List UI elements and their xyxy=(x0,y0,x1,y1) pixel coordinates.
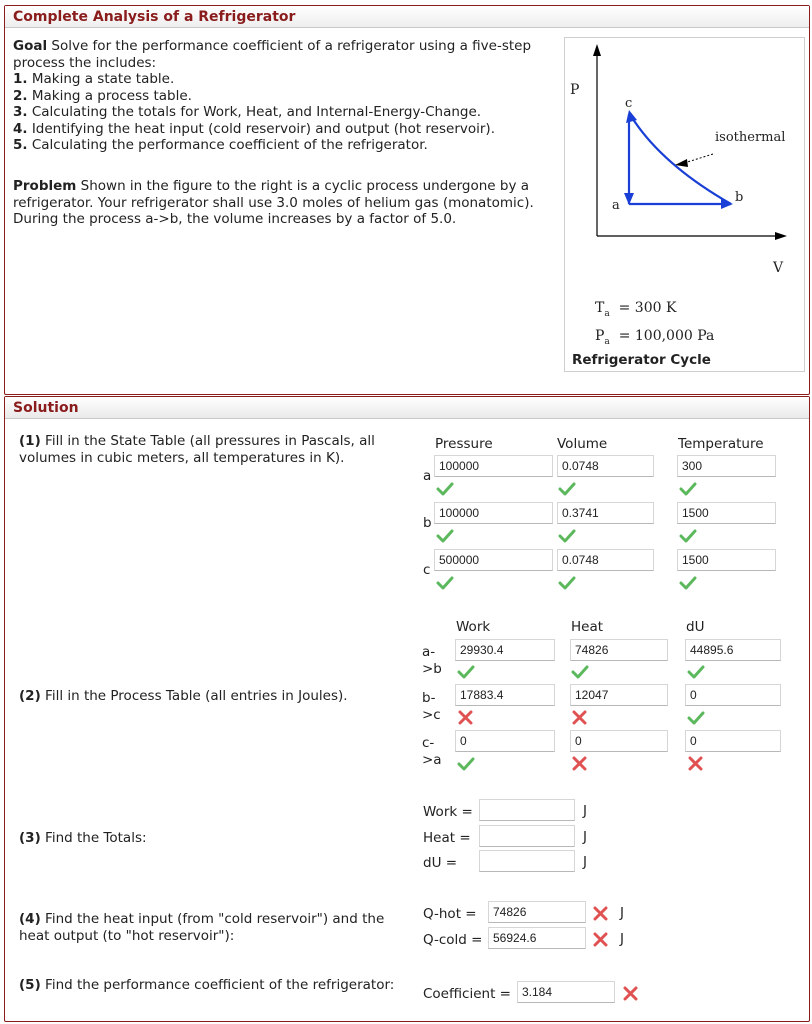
process-ab-work-input[interactable]: 29930.4 xyxy=(455,639,555,661)
process-ca-label-2: >a xyxy=(422,752,442,768)
qcold-unit: J xyxy=(620,931,624,947)
moles-value: 3.0 xyxy=(276,194,298,211)
state-c-temperature-check-icon xyxy=(679,575,697,591)
step-3-num: 3. xyxy=(13,104,28,120)
ta-label xyxy=(595,300,676,319)
isothermal-label: isothermal xyxy=(715,130,786,145)
state-c-pressure-input[interactable]: 500000 xyxy=(434,549,553,571)
v-axis-label: V xyxy=(773,260,784,276)
step5-text: Find the performance coefficient of the refrigerator: xyxy=(45,977,395,993)
qhot-input[interactable]: 74826 xyxy=(488,901,586,923)
total-work-label: Work = xyxy=(423,804,473,820)
temperature-header: Temperature xyxy=(678,436,764,452)
heat-header: Heat xyxy=(571,619,604,635)
goal-label: Goal xyxy=(13,38,48,54)
qhot-cross-icon xyxy=(592,906,610,922)
coefficient-input[interactable]: 3.184 xyxy=(517,981,615,1003)
state-b-label: b xyxy=(423,515,432,531)
problem-section xyxy=(13,178,547,228)
process-ca-du-input[interactable]: 0 xyxy=(685,730,781,752)
total-du-unit: J xyxy=(583,854,587,870)
process-ab-heat-input[interactable]: 74826 xyxy=(570,639,668,661)
step5-num: (5) xyxy=(19,977,41,993)
state-b-volume-input[interactable]: 0.3741 xyxy=(557,502,654,524)
step2-num: (2) xyxy=(19,688,41,704)
step1-num: (1) xyxy=(19,433,41,449)
solution-panel-title: Solution xyxy=(5,397,809,419)
state-b-pressure-input[interactable]: 100000 xyxy=(434,502,553,524)
pa-label xyxy=(595,328,714,347)
ta-symbol: T xyxy=(595,300,605,316)
step4-num: (4) xyxy=(19,911,41,927)
state-b-volume-check-icon xyxy=(558,528,576,544)
process-ca-heat-input[interactable]: 0 xyxy=(570,730,668,752)
diagram-caption: Refrigerator Cycle xyxy=(572,352,711,368)
pa-subscript: a xyxy=(604,336,610,347)
step-4-num: 4. xyxy=(13,120,28,137)
step2-text: Fill in the Process Table (all entries in Joules). xyxy=(45,688,348,704)
step4-instruction xyxy=(19,911,399,944)
step4-text: Find the heat input (from "cold reservoir") and the heat output (to "hot reservoir"): xyxy=(19,911,385,944)
total-du-label: dU = xyxy=(423,855,458,871)
step-4-text: Identifying the heat input (cold reservoir) and output (hot reservoir). xyxy=(31,120,495,137)
state-a-pressure-input[interactable]: 100000 xyxy=(434,455,553,477)
process-bc-label xyxy=(422,690,441,724)
pv-diagram xyxy=(565,38,804,371)
point-b-label: b xyxy=(735,190,744,205)
total-heat-label: Heat = xyxy=(423,830,471,846)
pressure-header: Pressure xyxy=(435,436,493,452)
total-work-unit: J xyxy=(583,803,587,819)
analysis-panel-title: Complete Analysis of a Refrigerator xyxy=(5,6,809,28)
process-ca-heat-cross-icon xyxy=(571,756,589,772)
pv-diagram-box xyxy=(564,37,805,372)
state-c-volume-check-icon xyxy=(558,575,576,591)
process-bc-du-check-icon xyxy=(687,710,705,726)
coefficient-label: Coefficient = xyxy=(423,986,511,1002)
process-ca-work-check-icon xyxy=(457,756,475,772)
process-ca-work-input[interactable]: 0 xyxy=(455,730,555,752)
state-a-volume-check-icon xyxy=(558,481,576,497)
p-axis-label: P xyxy=(570,82,580,98)
process-bc-heat-input[interactable]: 12047 xyxy=(570,684,668,706)
goal-text: Solve for the performance coefficient of a refrigerator using a five-step process the includes: xyxy=(13,38,532,71)
goal-section xyxy=(13,38,543,154)
process-ca-label-1: c- xyxy=(422,735,435,751)
qhot-unit: J xyxy=(620,905,624,921)
state-a-label: a xyxy=(423,468,432,484)
process-ab-du-input[interactable]: 44895.6 xyxy=(685,639,781,661)
step-5-text: Calculating the performance coefficient of the refrigerator. xyxy=(31,137,428,153)
state-c-label: c xyxy=(423,562,431,578)
state-b-temperature-check-icon xyxy=(679,528,697,544)
total-du-input[interactable] xyxy=(479,850,575,872)
process-bc-label-2: >c xyxy=(422,707,441,723)
qhot-label: Q-hot = xyxy=(423,906,477,922)
ta-value: = 300 K xyxy=(618,300,677,316)
step-2-num: 2. xyxy=(13,87,28,104)
step-5-num: 5. xyxy=(13,137,28,153)
problem-label: Problem xyxy=(13,178,77,194)
state-c-pressure-check-icon xyxy=(436,575,454,591)
state-c-temperature-input[interactable]: 1500 xyxy=(677,549,776,571)
step1-text: Fill in the State Table (all pressures in Pascals, all volumes in cubic meters, all temperatures in K). xyxy=(19,433,375,466)
step-1-num: 1. xyxy=(13,71,28,87)
pa-value: = 100,000 Pa xyxy=(618,328,715,344)
state-a-temperature-input[interactable]: 300 xyxy=(677,455,776,477)
factor-value: 5.0 xyxy=(430,211,452,227)
point-c-label: c xyxy=(625,96,633,111)
process-ab-label-2: >b xyxy=(422,661,442,677)
pa-symbol: P xyxy=(595,328,605,344)
v-axis-arrow xyxy=(775,232,787,240)
coefficient-cross-icon xyxy=(622,986,640,1002)
volume-header: Volume xyxy=(557,436,608,452)
problem-text-1: Shown in the figure to the right is a cyclic process undergone by a refrigerator. Your refrigerator shall use xyxy=(13,178,530,211)
process-bc-heat-cross-icon xyxy=(571,710,589,726)
process-ca-du-cross-icon xyxy=(687,756,705,772)
qcold-cross-icon xyxy=(592,932,610,948)
problem-text-3: . xyxy=(451,211,457,227)
process-ca-label xyxy=(422,735,442,769)
step-2-text: Making a process table. xyxy=(31,87,192,104)
step3-instruction xyxy=(19,830,147,847)
state-c-volume-input[interactable]: 0.0748 xyxy=(557,549,654,571)
state-b-pressure-check-icon xyxy=(436,528,454,544)
step-3-text: Calculating the totals for Work, Heat, and Internal-Energy-Change. xyxy=(31,104,482,120)
process-bc-label-1: b- xyxy=(422,690,436,706)
total-heat-input[interactable] xyxy=(479,825,575,847)
point-a-label: a xyxy=(612,198,620,213)
process-ab-label xyxy=(422,644,442,678)
process-ab-du-check-icon xyxy=(687,664,705,680)
step5-instruction xyxy=(19,977,399,994)
state-b-temperature-input[interactable]: 1500 xyxy=(677,502,776,524)
total-work-input[interactable] xyxy=(479,799,575,821)
process-ab-label-1: a- xyxy=(422,644,436,660)
qcold-input[interactable]: 56924.6 xyxy=(488,927,586,949)
step2-instruction xyxy=(19,688,399,705)
process-ab-work-check-icon xyxy=(457,664,475,680)
step1-instruction xyxy=(19,433,399,466)
ta-subscript: a xyxy=(604,308,610,319)
step3-num: (3) xyxy=(19,830,41,846)
process-bc-work-input[interactable]: 17883.4 xyxy=(455,684,555,706)
qcold-label: Q-cold = xyxy=(423,932,483,948)
p-axis-arrow xyxy=(593,44,601,56)
problem-text-2: moles of helium gas (monatomic). During the process a->b, the volume increases by a factor of xyxy=(13,194,534,227)
step3-text: Find the Totals: xyxy=(45,830,147,846)
process-ab-heat-check-icon xyxy=(571,664,589,680)
process-bc-du-input[interactable]: 0 xyxy=(685,684,781,706)
analysis-panel xyxy=(4,5,810,395)
state-a-pressure-check-icon xyxy=(436,481,454,497)
work-header: Work xyxy=(456,619,491,635)
state-a-temperature-check-icon xyxy=(679,481,697,497)
state-a-volume-input[interactable]: 0.0748 xyxy=(557,455,654,477)
step-1-text: Making a state table. xyxy=(31,71,175,87)
du-header: dU xyxy=(686,619,705,635)
total-heat-unit: J xyxy=(583,829,587,845)
process-bc-work-cross-icon xyxy=(457,710,475,726)
